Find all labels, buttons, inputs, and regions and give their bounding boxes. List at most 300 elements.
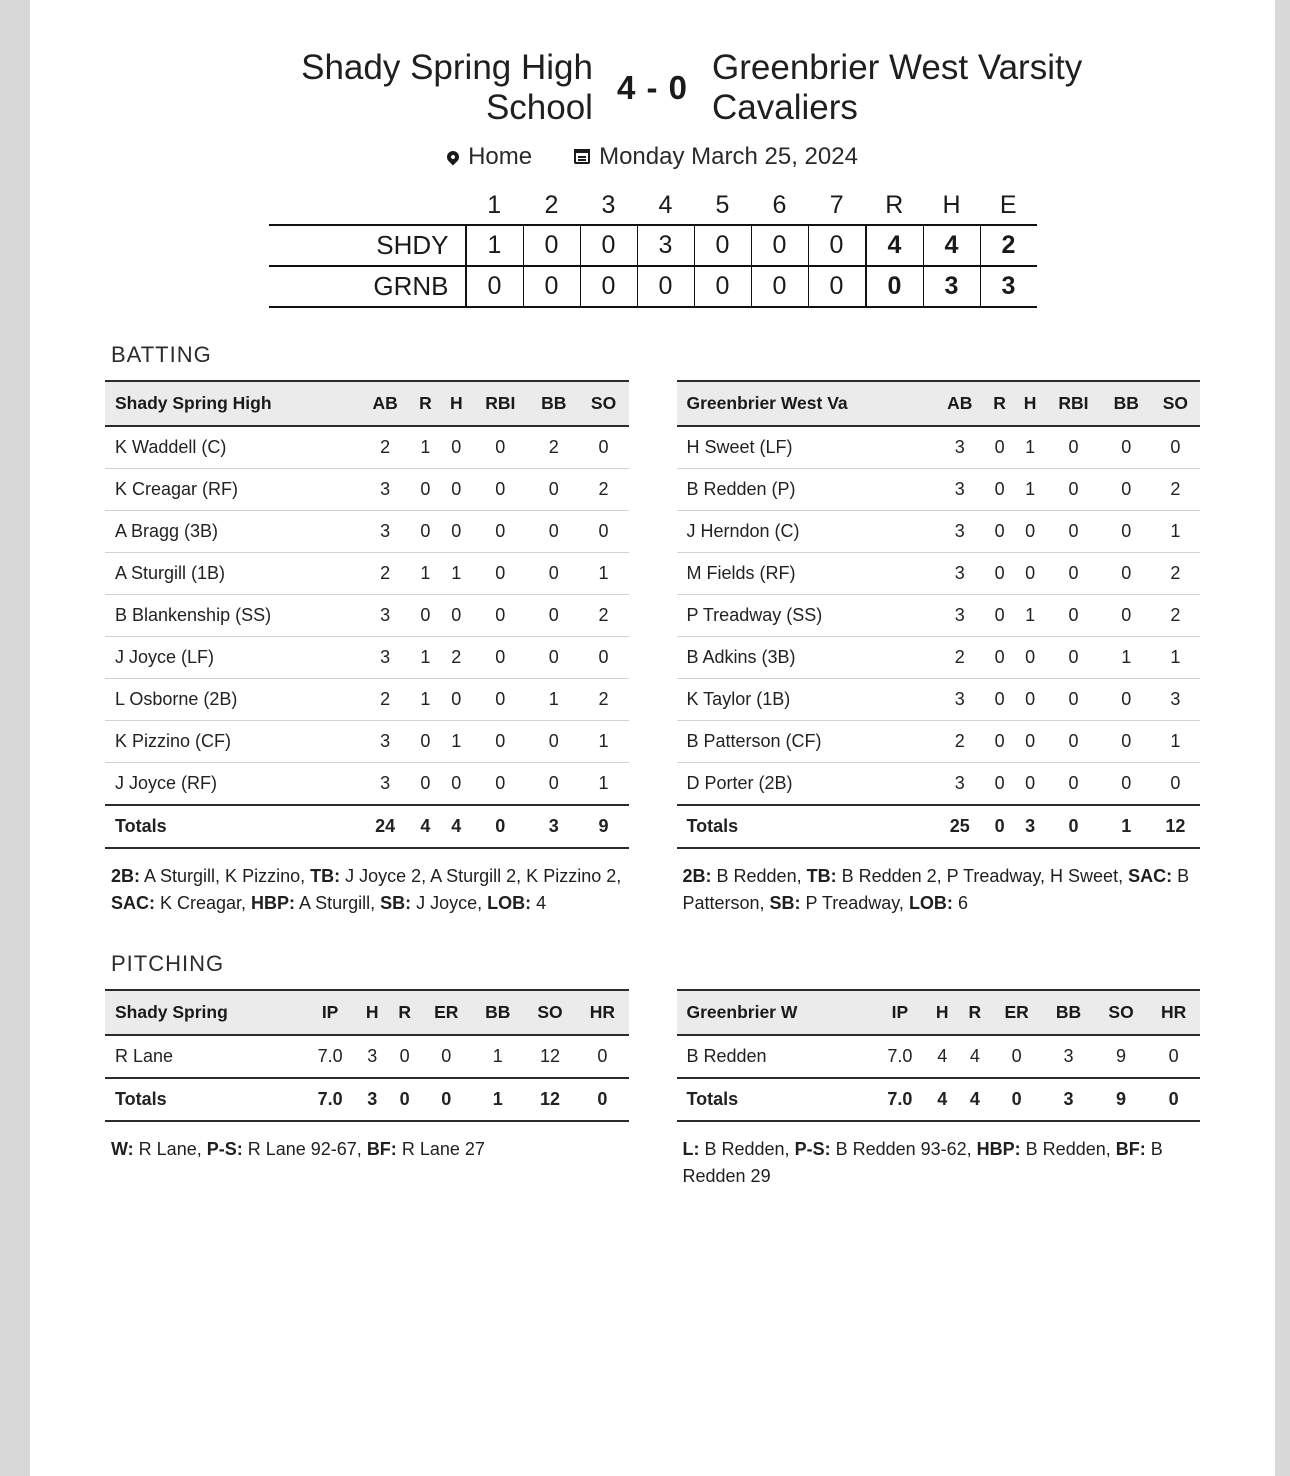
- pitching-col-h: H: [356, 990, 388, 1035]
- stat-cell: 0: [441, 510, 472, 552]
- player-name: B Adkins (3B): [677, 636, 936, 678]
- linescore-team-away: SHDY: [269, 225, 466, 266]
- stat-cell: 0: [1045, 636, 1101, 678]
- hits-header: H: [942, 190, 961, 219]
- totals-row: [677, 1078, 1201, 1121]
- batting-section-title: BATTING: [111, 341, 212, 367]
- home-inning-3: 0: [580, 266, 637, 307]
- totals-cell: 9: [1095, 1078, 1148, 1121]
- stat-cell: 0: [410, 720, 441, 762]
- totals-row: [105, 805, 629, 848]
- inning-header-7: 7: [829, 190, 844, 219]
- stat-cell: 0: [529, 720, 579, 762]
- note-label: SAC:: [111, 892, 155, 913]
- batting-col-r: R: [984, 381, 1014, 426]
- note-label: L:: [682, 1138, 700, 1159]
- stat-cell: 0: [984, 720, 1014, 762]
- stat-cell: 0: [579, 426, 629, 469]
- stat-cell: 1: [1151, 720, 1200, 762]
- stat-cell: 0: [472, 552, 529, 594]
- stat-cell: 0: [1045, 510, 1101, 552]
- note-label: HBP:: [976, 1138, 1021, 1159]
- stat-cell: 7.0: [874, 1035, 926, 1078]
- inning-header-3: 3: [601, 190, 616, 219]
- game-date: Monday March 25, 2024: [599, 142, 858, 170]
- stat-cell: 2: [579, 594, 629, 636]
- stat-cell: 2: [360, 552, 410, 594]
- pitching-home-table: [677, 989, 1201, 1122]
- totals-cell: 12: [524, 1078, 576, 1121]
- note-label: SB:: [380, 892, 412, 913]
- stat-cell: 0: [984, 762, 1014, 805]
- away-inning-4: 3: [637, 225, 694, 266]
- stat-cell: 1: [1102, 636, 1151, 678]
- totals-cell: 0: [421, 1078, 472, 1121]
- stat-cell: 2: [1151, 594, 1200, 636]
- scoreline-header: [105, 48, 1200, 129]
- totals-cell: 1: [472, 1078, 524, 1121]
- totals-cell: 3: [529, 805, 579, 848]
- home-inning-2: 0: [523, 266, 580, 307]
- totals-cell: 0: [388, 1078, 420, 1121]
- table-row: [105, 1035, 629, 1078]
- stat-cell: 0: [984, 468, 1014, 510]
- stat-cell: 0: [1045, 552, 1101, 594]
- table-row: [677, 594, 1201, 636]
- stat-cell: 1: [1151, 636, 1200, 678]
- stat-cell: 0: [441, 426, 472, 469]
- table-row: [677, 720, 1201, 762]
- pitching-home-team-header: Greenbrier W: [677, 990, 874, 1035]
- totals-cell: 3: [356, 1078, 388, 1121]
- player-name: K Taylor (1B): [677, 678, 936, 720]
- pitching-away-table: [105, 989, 629, 1122]
- totals-cell: 0: [472, 805, 529, 848]
- note-value: R Lane,: [133, 1138, 207, 1159]
- note-label: SB:: [769, 892, 801, 913]
- totals-label: Totals: [105, 1078, 304, 1121]
- stat-cell: 0: [1102, 552, 1151, 594]
- stat-cell: 0: [1147, 1035, 1200, 1078]
- totals-cell: 1: [1102, 805, 1151, 848]
- player-name: A Bragg (3B): [105, 510, 360, 552]
- totals-cell: 12: [1151, 805, 1200, 848]
- pitching-away-col: [105, 989, 629, 1190]
- table-row: [105, 636, 629, 678]
- home-inning-6: 0: [751, 266, 808, 307]
- stat-cell: 1: [472, 1035, 524, 1078]
- player-name: H Sweet (LF): [677, 426, 936, 469]
- stat-cell: 0: [441, 678, 472, 720]
- home-inning-7: 0: [808, 266, 866, 307]
- away-inning-1: 1: [466, 225, 524, 266]
- player-name: K Pizzino (CF): [105, 720, 360, 762]
- stat-cell: 1: [579, 720, 629, 762]
- totals-cell: 4: [410, 805, 441, 848]
- stat-cell: 2: [441, 636, 472, 678]
- table-row: [105, 762, 629, 805]
- table-row: [105, 720, 629, 762]
- stat-cell: 0: [1045, 762, 1101, 805]
- game-meta: [105, 143, 1200, 171]
- totals-row: [105, 1078, 629, 1121]
- note-label: 2B:: [682, 865, 712, 886]
- totals-label: Totals: [677, 805, 936, 848]
- stat-cell: 0: [1015, 720, 1045, 762]
- stat-cell: 0: [529, 636, 579, 678]
- stat-cell: 2: [1151, 552, 1200, 594]
- note-label: P-S:: [794, 1138, 831, 1159]
- player-name: J Herndon (C): [677, 510, 936, 552]
- note-label: 2B:: [111, 865, 141, 886]
- stat-cell: 0: [1102, 468, 1151, 510]
- totals-cell: 3: [1042, 1078, 1095, 1121]
- note-label: LOB:: [487, 892, 532, 913]
- note-label: HBP:: [251, 892, 296, 913]
- inning-header-2: 2: [544, 190, 559, 219]
- inning-header-1: 1: [487, 190, 502, 219]
- errors-header: E: [999, 190, 1017, 219]
- note-value: R Lane 27: [396, 1138, 485, 1159]
- batting-col-ab: AB: [935, 381, 984, 426]
- stat-cell: 0: [1102, 678, 1151, 720]
- stat-cell: 0: [472, 426, 529, 469]
- stat-cell: 3: [360, 510, 410, 552]
- note-label: TB:: [806, 865, 837, 886]
- stat-cell: 7.0: [304, 1035, 356, 1078]
- totals-cell: 0: [984, 805, 1014, 848]
- away-inning-3: 0: [580, 225, 637, 266]
- totals-cell: 7.0: [874, 1078, 926, 1121]
- batting-col-bb: BB: [1102, 381, 1151, 426]
- player-name: A Sturgill (1B): [105, 552, 360, 594]
- stat-cell: 1: [410, 552, 441, 594]
- home-inning-4: 0: [637, 266, 694, 307]
- note-value: B Redden 29: [682, 1138, 1163, 1186]
- stat-cell: 4: [959, 1035, 992, 1078]
- note-value: B Redden 93-62,: [830, 1138, 977, 1159]
- linescore-row-home: [269, 266, 1037, 307]
- table-row: [677, 468, 1201, 510]
- stat-cell: 0: [529, 594, 579, 636]
- note-label: BF:: [1115, 1138, 1146, 1159]
- stat-cell: 0: [472, 762, 529, 805]
- batting-home-team-header: Greenbrier West Va: [677, 381, 936, 426]
- totals-cell: 4: [926, 1078, 959, 1121]
- player-name: J Joyce (RF): [105, 762, 360, 805]
- table-row: [105, 468, 629, 510]
- pitching-col-so: SO: [1095, 990, 1148, 1035]
- stat-cell: 3: [1042, 1035, 1095, 1078]
- pitching-away-notes: [105, 1136, 629, 1163]
- batting-home-col: [677, 380, 1201, 917]
- stat-cell: 0: [529, 510, 579, 552]
- player-name: K Creagar (RF): [105, 468, 360, 510]
- table-row: [677, 636, 1201, 678]
- stat-cell: 0: [1045, 426, 1101, 469]
- player-name: P Treadway (SS): [677, 594, 936, 636]
- stat-cell: 3: [935, 762, 984, 805]
- player-name: K Waddell (C): [105, 426, 360, 469]
- home-runs: 0: [866, 266, 924, 307]
- stat-cell: 2: [579, 678, 629, 720]
- table-row: [105, 510, 629, 552]
- batting-col-bb: BB: [529, 381, 579, 426]
- note-value: 4: [531, 892, 547, 913]
- stat-cell: 0: [1151, 762, 1200, 805]
- boxscore-page: [30, 0, 1275, 1476]
- table-row: [677, 426, 1201, 469]
- stat-cell: 3: [935, 678, 984, 720]
- stat-cell: 1: [1015, 594, 1045, 636]
- table-row: [105, 552, 629, 594]
- pitching-section-title: PITCHING: [111, 950, 225, 976]
- note-value: A Sturgill, K Pizzino,: [140, 865, 311, 886]
- stat-cell: 1: [410, 678, 441, 720]
- stat-cell: 0: [472, 468, 529, 510]
- pitching-col-ip: IP: [304, 990, 356, 1035]
- totals-cell: 0: [991, 1078, 1042, 1121]
- stat-cell: 0: [529, 762, 579, 805]
- final-score: 4 - 0: [616, 69, 689, 107]
- stat-cell: 1: [441, 720, 472, 762]
- totals-cell: 24: [360, 805, 410, 848]
- note-value: B Redden,: [1020, 1138, 1116, 1159]
- pitching-col-er: ER: [421, 990, 472, 1035]
- batting-tables: [105, 380, 1200, 917]
- stat-cell: 9: [1095, 1035, 1148, 1078]
- stat-cell: 3: [935, 552, 984, 594]
- batting-col-rbi: RBI: [472, 381, 529, 426]
- stat-cell: 0: [991, 1035, 1042, 1078]
- date-chunk: [574, 143, 858, 171]
- stat-cell: 0: [1151, 426, 1200, 469]
- pitching-home-col: [677, 989, 1201, 1190]
- table-row: [677, 678, 1201, 720]
- batting-col-so: SO: [1151, 381, 1200, 426]
- stat-cell: 2: [360, 426, 410, 469]
- away-runs: 4: [866, 225, 924, 266]
- stat-cell: 0: [1015, 762, 1045, 805]
- stat-cell: 3: [360, 762, 410, 805]
- linescore-corner: [269, 187, 466, 225]
- home-inning-1: 0: [466, 266, 524, 307]
- away-inning-7: 0: [808, 225, 866, 266]
- table-row: [677, 762, 1201, 805]
- home-errors: 3: [980, 266, 1037, 307]
- batting-col-r: R: [410, 381, 441, 426]
- stat-cell: 0: [1015, 510, 1045, 552]
- home-team-name: Greenbrier West Varsity Cavaliers: [712, 48, 1083, 128]
- table-row: [105, 426, 629, 469]
- pitching-col-bb: BB: [472, 990, 524, 1035]
- stat-cell: 4: [926, 1035, 959, 1078]
- note-label: P-S:: [206, 1138, 243, 1159]
- stat-cell: 0: [576, 1035, 628, 1078]
- pitching-col-hr: HR: [576, 990, 628, 1035]
- stat-cell: 0: [1015, 636, 1045, 678]
- stat-cell: 0: [472, 636, 529, 678]
- pitching-col-hr: HR: [1147, 990, 1200, 1035]
- stat-cell: 0: [441, 468, 472, 510]
- totals-cell: 0: [576, 1078, 628, 1121]
- stat-cell: 3: [360, 720, 410, 762]
- note-value: B Redden 2, P Treadway, H Sweet,: [836, 865, 1129, 886]
- table-row: [105, 678, 629, 720]
- stat-cell: 0: [529, 468, 579, 510]
- stat-cell: 1: [441, 552, 472, 594]
- note-value: B Redden,: [711, 865, 807, 886]
- stat-cell: 0: [472, 678, 529, 720]
- note-label: TB:: [310, 865, 341, 886]
- player-name: D Porter (2B): [677, 762, 936, 805]
- stat-cell: 3: [935, 468, 984, 510]
- stat-cell: 0: [410, 594, 441, 636]
- stat-cell: 0: [388, 1035, 420, 1078]
- stat-cell: 1: [410, 636, 441, 678]
- totals-cell: 25: [935, 805, 984, 848]
- home-hits: 3: [923, 266, 980, 307]
- table-row: [677, 552, 1201, 594]
- calendar-icon: [574, 149, 590, 164]
- stat-cell: 3: [1151, 678, 1200, 720]
- pitching-col-bb: BB: [1042, 990, 1095, 1035]
- stat-cell: 0: [1102, 594, 1151, 636]
- player-name: M Fields (RF): [677, 552, 936, 594]
- inning-header-6: 6: [772, 190, 787, 219]
- batting-home-notes: [677, 863, 1201, 917]
- inning-header-4: 4: [658, 190, 673, 219]
- stat-cell: 0: [1102, 720, 1151, 762]
- stat-cell: 3: [935, 594, 984, 636]
- stat-cell: 3: [360, 636, 410, 678]
- totals-cell: 0: [1045, 805, 1101, 848]
- stat-cell: 2: [1151, 468, 1200, 510]
- table-row: [677, 1035, 1201, 1078]
- player-name: R Lane: [105, 1035, 304, 1078]
- totals-label: Totals: [677, 1078, 874, 1121]
- note-value: J Joyce,: [411, 892, 488, 913]
- stat-cell: 0: [410, 510, 441, 552]
- note-label: BF:: [366, 1138, 397, 1159]
- stat-cell: 0: [1045, 468, 1101, 510]
- note-value: P Treadway,: [800, 892, 909, 913]
- stat-cell: 0: [579, 636, 629, 678]
- stat-cell: 3: [935, 426, 984, 469]
- stat-cell: 1: [1015, 426, 1045, 469]
- pitching-col-r: R: [959, 990, 992, 1035]
- note-value: 6: [952, 892, 968, 913]
- stat-cell: 0: [410, 762, 441, 805]
- note-value: R Lane 92-67,: [242, 1138, 367, 1159]
- batting-col-ab: AB: [360, 381, 410, 426]
- stat-cell: 3: [360, 468, 410, 510]
- totals-row: [677, 805, 1201, 848]
- away-hits: 4: [923, 225, 980, 266]
- stat-cell: 0: [1102, 426, 1151, 469]
- batting-away-col: [105, 380, 629, 917]
- stat-cell: 3: [356, 1035, 388, 1078]
- stat-cell: 0: [1045, 720, 1101, 762]
- stat-cell: 0: [1015, 552, 1045, 594]
- location-label: Home: [468, 142, 533, 170]
- note-label: SAC:: [1128, 865, 1173, 886]
- note-value: B Patterson,: [682, 865, 1190, 913]
- stat-cell: 1: [410, 426, 441, 469]
- stat-cell: 2: [935, 720, 984, 762]
- totals-cell: 3: [1015, 805, 1045, 848]
- totals-cell: 4: [959, 1078, 992, 1121]
- stat-cell: 0: [410, 468, 441, 510]
- note-label: LOB:: [908, 892, 953, 913]
- stat-cell: 0: [1015, 678, 1045, 720]
- player-name: B Redden (P): [677, 468, 936, 510]
- pitching-col-so: SO: [524, 990, 576, 1035]
- batting-col-rbi: RBI: [1045, 381, 1101, 426]
- linescore-team-home: GRNB: [269, 266, 466, 307]
- player-name: B Redden: [677, 1035, 874, 1078]
- note-value: K Creagar,: [155, 892, 252, 913]
- stat-cell: 0: [984, 594, 1014, 636]
- stat-cell: 1: [579, 552, 629, 594]
- stat-cell: 0: [441, 762, 472, 805]
- location-pin-icon: [445, 148, 462, 165]
- away-errors: 2: [980, 225, 1037, 266]
- stat-cell: 2: [579, 468, 629, 510]
- batting-col-h: H: [1015, 381, 1045, 426]
- player-name: B Blankenship (SS): [105, 594, 360, 636]
- runs-header: R: [885, 190, 904, 219]
- note-value: A Sturgill,: [295, 892, 381, 913]
- away-inning-5: 0: [694, 225, 751, 266]
- totals-cell: 4: [441, 805, 472, 848]
- inning-header-5: 5: [715, 190, 730, 219]
- pitching-col-er: ER: [991, 990, 1042, 1035]
- linescore-table: [269, 187, 1037, 308]
- pitching-tables: [105, 989, 1200, 1190]
- stat-cell: 0: [1045, 594, 1101, 636]
- stat-cell: 0: [1102, 762, 1151, 805]
- totals-label: Totals: [105, 805, 360, 848]
- pitching-col-r: R: [388, 990, 420, 1035]
- note-value: B Redden,: [699, 1138, 795, 1159]
- note-label: W:: [111, 1138, 134, 1159]
- pitching-col-h: H: [926, 990, 959, 1035]
- stat-cell: 2: [360, 678, 410, 720]
- stat-cell: 3: [360, 594, 410, 636]
- stat-cell: 0: [472, 720, 529, 762]
- stat-cell: 0: [1102, 510, 1151, 552]
- stat-cell: 1: [529, 678, 579, 720]
- stat-cell: 1: [579, 762, 629, 805]
- table-row: [105, 594, 629, 636]
- stat-cell: 0: [984, 426, 1014, 469]
- stat-cell: 2: [529, 426, 579, 469]
- stat-cell: 0: [579, 510, 629, 552]
- stat-cell: 0: [984, 510, 1014, 552]
- stat-cell: 0: [984, 636, 1014, 678]
- player-name: L Osborne (2B): [105, 678, 360, 720]
- home-inning-5: 0: [694, 266, 751, 307]
- pitching-col-ip: IP: [874, 990, 926, 1035]
- stat-cell: 0: [472, 510, 529, 552]
- batting-away-table: [105, 380, 629, 849]
- batting-home-table: [677, 380, 1201, 849]
- stat-cell: 12: [524, 1035, 576, 1078]
- stat-cell: 1: [1015, 468, 1045, 510]
- stat-cell: 0: [472, 594, 529, 636]
- batting-away-notes: [105, 863, 629, 917]
